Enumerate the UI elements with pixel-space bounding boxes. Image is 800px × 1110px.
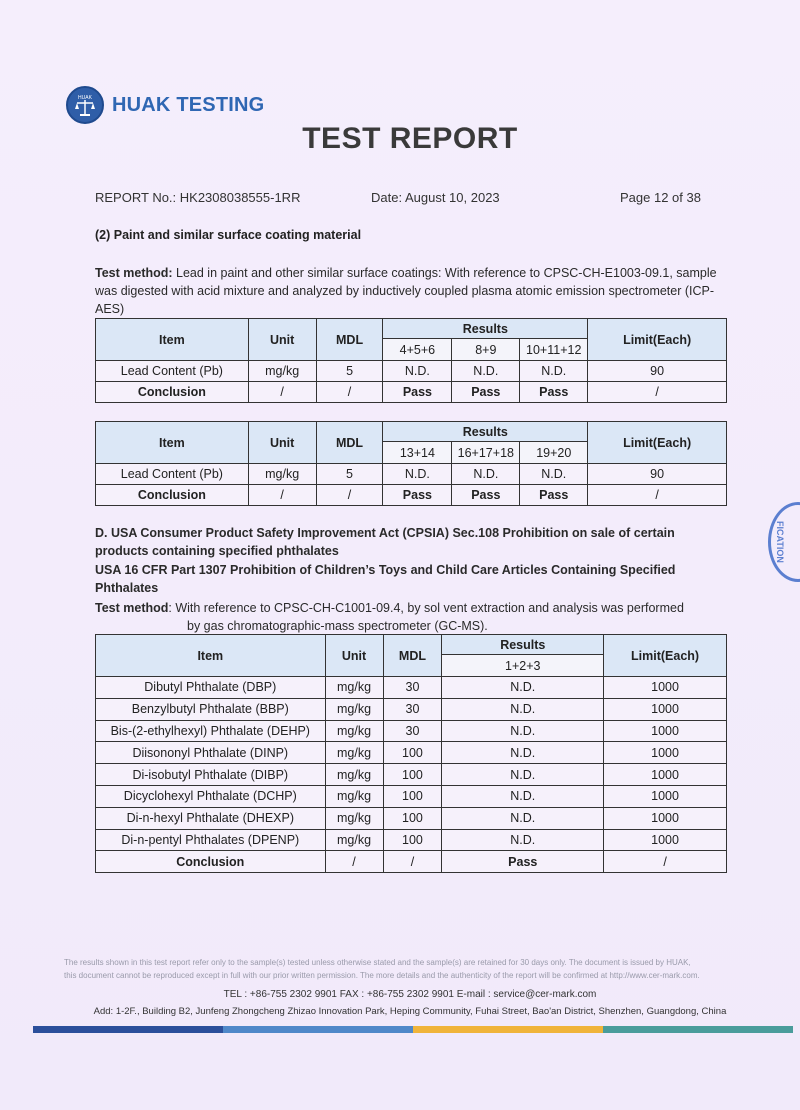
cell-unit: mg/kg [325, 764, 383, 786]
col-unit: Unit [248, 422, 316, 464]
cell-result: N.D. [442, 698, 604, 720]
page-title: TEST REPORT [302, 122, 518, 155]
cell-mdl: 30 [383, 720, 442, 742]
lead-table-1 [95, 318, 727, 403]
cell-result: N.D. [442, 742, 604, 764]
table-row [96, 851, 727, 873]
cell-mdl: 100 [383, 764, 442, 786]
table-row [96, 720, 727, 742]
cell-item: Bis-(2-ethylhexyl) Phthalate (DEHP) [96, 720, 326, 742]
cell-result: N.D. [452, 361, 520, 382]
cell-limit: 1000 [604, 764, 727, 786]
table-row [96, 829, 727, 851]
cpsia-heading: D. USA Consumer Product Safety Improvement Act (CPSIA) Sec.108 Prohibition on sale of certain products containing specified phthalates [95, 526, 675, 558]
cell-unit: mg/kg [325, 829, 383, 851]
col-unit: Unit [248, 319, 316, 361]
table-row [96, 785, 727, 807]
cell-result: Pass [452, 382, 520, 403]
cell-mdl: 100 [383, 742, 442, 764]
cell-limit: 1000 [604, 829, 727, 851]
col-results: Results [383, 319, 588, 339]
col-limit: Limit(Each) [588, 422, 727, 464]
cell-item: Lead Content (Pb) [96, 361, 249, 382]
table-row [96, 464, 727, 485]
col-results: Results [442, 635, 604, 655]
table-row [96, 361, 727, 382]
cell-unit: mg/kg [248, 361, 316, 382]
cell-item: Conclusion [96, 851, 326, 873]
cell-limit: 1000 [604, 720, 727, 742]
phthalate-method-label: Test method [95, 601, 169, 615]
address-line: Add: 1-2F., Building B2, Junfeng Zhongcheng Zhizao Innovation Park, Heping Community, Fuhai Street, Bao'an District, Shenzhen, Guangdong, China [93, 1006, 727, 1017]
cell-item: Di-n-pentyl Phthalates (DPENP) [96, 829, 326, 851]
cell-mdl: / [383, 851, 442, 873]
cell-mdl: 100 [383, 829, 442, 851]
phthalate-test-method [95, 599, 735, 617]
report-date: Date: August 10, 2023 [371, 190, 500, 205]
cell-limit: / [604, 851, 727, 873]
cell-mdl: 30 [383, 677, 442, 699]
sample-col: 1+2+3 [442, 655, 604, 677]
cell-result: Pass [520, 485, 588, 506]
sample-col: 4+5+6 [383, 339, 452, 361]
cell-result: Pass [383, 485, 452, 506]
cell-result: Pass [442, 851, 604, 873]
cell-result: Pass [383, 382, 452, 403]
cell-unit: / [325, 851, 383, 873]
cell-limit: 90 [588, 361, 727, 382]
cell-unit: mg/kg [325, 677, 383, 699]
cell-result: Pass [452, 485, 520, 506]
cell-result: N.D. [452, 464, 520, 485]
col-results: Results [383, 422, 588, 442]
table-row [96, 807, 727, 829]
sample-col: 13+14 [383, 442, 452, 464]
table-row [96, 742, 727, 764]
sample-col: 16+17+18 [452, 442, 520, 464]
cell-item: Diisononyl Phthalate (DINP) [96, 742, 326, 764]
cell-limit: 90 [588, 464, 727, 485]
cell-item: Dicyclohexyl Phthalate (DCHP) [96, 785, 326, 807]
footer-color-stripe [33, 1026, 793, 1033]
cell-unit: / [248, 485, 316, 506]
col-mdl: MDL [316, 319, 383, 361]
col-limit: Limit(Each) [588, 319, 727, 361]
cell-unit: mg/kg [325, 742, 383, 764]
col-item: Item [96, 422, 249, 464]
cell-item: Benzylbutyl Phthalate (BBP) [96, 698, 326, 720]
cell-limit: / [588, 382, 727, 403]
cell-mdl: 5 [316, 464, 383, 485]
cell-result: N.D. [442, 829, 604, 851]
certification-seal [768, 502, 800, 582]
cell-mdl: 5 [316, 361, 383, 382]
paint-section-heading: (2) Paint and similar surface coating material [95, 228, 362, 242]
cell-result: N.D. [383, 464, 452, 485]
report-number: REPORT No.: HK2308038555-1RR [95, 190, 301, 205]
paint-method-label: Test method: [95, 266, 173, 280]
cell-item: Conclusion [96, 382, 249, 403]
cell-unit: mg/kg [248, 464, 316, 485]
seal-text: FICATION [775, 521, 785, 563]
sample-col: 8+9 [452, 339, 520, 361]
cell-unit: mg/kg [325, 698, 383, 720]
cell-result: N.D. [442, 720, 604, 742]
table-row [96, 698, 727, 720]
paint-method-text: Lead in paint and other similar surface coatings: With reference to CPSC-CH-E1003-09.1, sample was digested with acid mixture and analyzed by inductively coupled plasma atomic emission spectrometer (ICP-AES) [95, 266, 717, 316]
page-number: Page 12 of 38 [620, 190, 701, 205]
cell-limit: 1000 [604, 742, 727, 764]
cell-item: Dibutyl Phthalate (DBP) [96, 677, 326, 699]
sample-col: 19+20 [520, 442, 588, 464]
brand-name: HUAK TESTING [112, 93, 265, 116]
cell-item: Di-isobutyl Phthalate (DIBP) [96, 764, 326, 786]
col-unit: Unit [325, 635, 383, 677]
cell-result: Pass [520, 382, 588, 403]
sample-col: 10+11+12 [520, 339, 588, 361]
cell-result: N.D. [520, 464, 588, 485]
disclaimer-line-2: this document cannot be reproduced except in full with our prior written permission. The more details and the authenticity of the report will be confirmed at http://www.cer-mark.com. [64, 971, 700, 980]
cell-limit: 1000 [604, 807, 727, 829]
cell-mdl: 30 [383, 698, 442, 720]
cell-result: N.D. [442, 677, 604, 699]
col-mdl: MDL [316, 422, 383, 464]
cell-mdl: 100 [383, 785, 442, 807]
cell-item: Lead Content (Pb) [96, 464, 249, 485]
contact-line: TEL : +86-755 2302 9901 FAX : +86-755 2302 9901 E-mail : service@cer-mark.com [223, 989, 597, 1000]
cell-result: N.D. [442, 807, 604, 829]
brand-logo [66, 86, 264, 124]
cell-mdl: 100 [383, 807, 442, 829]
cell-result: N.D. [442, 764, 604, 786]
col-item: Item [96, 319, 249, 361]
table-row [96, 485, 727, 506]
scales-logo-icon [66, 86, 104, 124]
table-row [96, 677, 727, 699]
cell-result: N.D. [383, 361, 452, 382]
disclaimer-line-1: The results shown in this test report refer only to the sample(s) tested unless otherwise stated and the sample(s) are retained for 30 days only. The document is issued by HUAK, [64, 958, 691, 967]
col-limit: Limit(Each) [604, 635, 727, 677]
cell-mdl: / [316, 382, 383, 403]
phthalate-table [95, 634, 727, 873]
lead-table-2 [95, 421, 727, 506]
cell-item: Conclusion [96, 485, 249, 506]
cell-mdl: / [316, 485, 383, 506]
col-mdl: MDL [383, 635, 442, 677]
table-row [96, 764, 727, 786]
cell-limit: / [588, 485, 727, 506]
phthalate-method-text: : With reference to CPSC-CH-C1001-09.4, by sol vent extraction and analysis was performed [168, 601, 684, 615]
cell-result: N.D. [442, 785, 604, 807]
cell-limit: 1000 [604, 698, 727, 720]
cell-limit: 1000 [604, 677, 727, 699]
cell-limit: 1000 [604, 785, 727, 807]
cfr-heading: USA 16 CFR Part 1307 Prohibition of Children’s Toys and Child Care Articles Containing Specified Phthalates [95, 563, 676, 595]
table-row [96, 382, 727, 403]
logo-letters: HUAK [78, 95, 92, 101]
cell-item: Di-n-hexyl Phthalate (DHEXP) [96, 807, 326, 829]
cell-unit: mg/kg [325, 807, 383, 829]
cell-unit: mg/kg [325, 785, 383, 807]
phthalate-method-text-2: by gas chromatographic-mass spectrometer (GC-MS). [187, 619, 488, 633]
cell-unit: mg/kg [325, 720, 383, 742]
cell-result: N.D. [520, 361, 588, 382]
paint-test-method [95, 264, 735, 318]
cell-unit: / [248, 382, 316, 403]
col-item: Item [96, 635, 326, 677]
